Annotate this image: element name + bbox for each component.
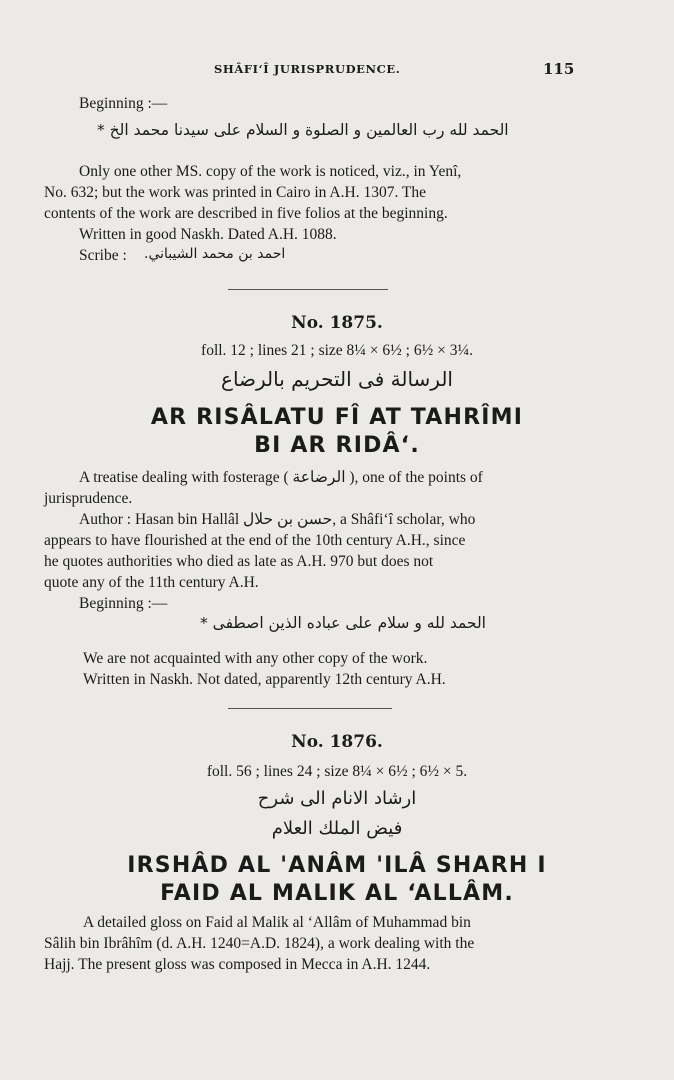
entry-number: No. 1876. — [291, 732, 383, 752]
author-line: appears to have flourished at the end of the 10th century A.H., since — [44, 532, 466, 549]
entry-sizes: foll. 12 ; lines 21 ; size 8¼ × 6½ ; 6½ × 3¼. — [201, 342, 473, 359]
paragraph-line: Only one other MS. copy of the work is noticed, viz., in Yenî, — [79, 163, 462, 180]
beginning-arabic: الحمد لله رب العالمين و الصلوة و السلام على سيدنا محمد الخ * — [97, 121, 509, 139]
description-line: Hajj. The present gloss was composed in Mecca in A.H. 1244. — [44, 956, 431, 973]
description-line: jurisprudence. — [44, 490, 133, 507]
entry-sizes: foll. 56 ; lines 24 ; size 8¼ × 6½ ; 6½ × 5. — [206, 763, 468, 780]
running-title: SHÂFI‘Î JURISPRUDENCE. — [214, 62, 401, 76]
beginning-arabic: الحمد لله و سلام على عباده الذين اصطفى * — [200, 614, 486, 632]
author-line: he quotes authorities who died as late as A.H. 970 but does not — [44, 553, 434, 570]
author-line: quote any of the 11th century A.H. — [44, 574, 259, 591]
paragraph-line: contents of the work are described in five folios at the beginning. — [44, 205, 448, 222]
title-line: IRSHÂD AL 'ANÂM 'ILÂ SHARH I — [127, 853, 547, 878]
scribe-label: Scribe : — [79, 247, 127, 264]
page-number: 115 — [543, 60, 575, 78]
arabic-title: الرسالة فى التحريم بالرضاع — [221, 367, 453, 391]
author-line: Author : Hasan bin Hallâl حسن بن حلال, a Shâfi‘î scholar, who — [79, 511, 476, 528]
scribe-arabic: احمد بن محمد الشيباني. — [144, 246, 286, 262]
written-note: Written in good Naskh. Dated A.H. 1088. — [79, 226, 337, 243]
arabic-title: فيض الملك العلام — [271, 818, 403, 839]
title-line: FAID AL MALIK AL ‘ALLÂM. — [160, 881, 514, 906]
beginning-label: Beginning :— — [79, 595, 168, 612]
note-line: We are not acquainted with any other copy of the work. — [83, 650, 428, 667]
paragraph-line: No. 632; but the work was printed in Cairo in A.H. 1307. The — [44, 184, 427, 201]
entry-number: No. 1875. — [291, 313, 383, 333]
note-line: Written in Naskh. Not dated, apparently 12th century A.H. — [83, 671, 446, 688]
section-divider — [228, 708, 392, 709]
arabic-title: ارشاد الانام الى شرح — [257, 788, 417, 809]
description-line: Sâlih bin Ibrâhîm (d. A.H. 1240=A.D. 1824), a work dealing with the — [44, 935, 475, 952]
title-line: AR RISÂLATU FÎ AT TAHRÎMI — [150, 405, 524, 430]
title-line: BI AR RIDÂ‘. — [254, 433, 420, 458]
section-divider — [228, 289, 388, 290]
beginning-label: Beginning :— — [79, 95, 168, 112]
description-line: A detailed gloss on Faid al Malik al ‘Allâm of Muhammad bin — [83, 914, 471, 931]
description-line: A treatise dealing with fosterage ( الرضاعة ), one of the points of — [79, 469, 483, 486]
